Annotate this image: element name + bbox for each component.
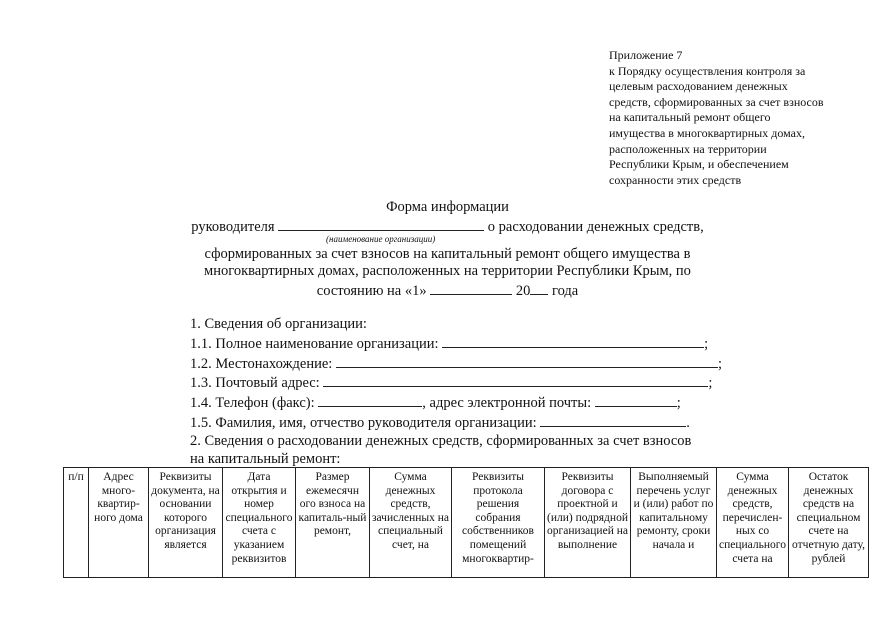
annex-line: целевым расходованием денежных [609, 79, 788, 94]
year-blank[interactable] [530, 280, 548, 295]
field-label: 1.2. Местонахождение: [190, 355, 333, 372]
location-field[interactable] [336, 354, 718, 368]
annex-line: Приложение 7 [609, 48, 683, 62]
table-header-cell: Реквизиты протокола решения собрания собственников помещений многоквартир- [452, 468, 545, 578]
field-label: 1.3. Почтовый адрес: [190, 375, 320, 392]
subtitle-text: состоянию на «1» [316, 283, 427, 299]
punct: . [686, 414, 690, 431]
form-subtitle-line-2: сформированных за счет взносов на капитальный ремонт общего имущества в [204, 246, 691, 262]
section-1-3 [190, 373, 722, 393]
annex-line: средств, сформированных за счет взносов [609, 94, 824, 109]
annex-line: к Порядку осуществления контроля за [609, 63, 806, 78]
annex-header [609, 48, 859, 188]
field-label: 1.5. Фамилия, имя, отчество руководителя организации: [190, 414, 537, 431]
expenditure-table [63, 467, 869, 578]
annex-line: расположенных на территории [609, 141, 767, 156]
table-header-cell: Размер ежемесячн ого взноса на капиталь-ный ремонт, [296, 468, 370, 578]
form-subtitle-line-3: многоквартирных домах, расположенных на территории Республики Крым, по [204, 263, 691, 279]
annex-line: сохранности этих средств [609, 172, 742, 187]
month-blank[interactable] [430, 280, 512, 295]
postal-address-field[interactable] [323, 373, 708, 387]
subtitle-text: года [551, 283, 579, 299]
field-label: , адрес электронной почты: [422, 395, 592, 412]
organization-name-blank[interactable] [278, 216, 484, 231]
table-header-cell: Реквизиты договора с проектной и (или) подрядной организацией на выполнение [545, 468, 631, 578]
section-1-1 [190, 334, 722, 354]
subtitle-text: о расходовании денежных средств, [487, 219, 704, 235]
director-name-field[interactable] [540, 413, 686, 427]
annex-line: имущества в многоквартирных домах, [609, 125, 805, 140]
info-sections [190, 316, 722, 468]
punct: ; [708, 375, 713, 392]
section-1-2 [190, 354, 722, 374]
year-prefix: 20 [515, 283, 531, 299]
field-label: 1.1. Полное наименование организации: [190, 335, 439, 352]
table-header-cell: Адрес много-квартир-ного дома [89, 468, 149, 578]
section-2-title-line-1: 2. Сведения о расходовании денежных средств, сформированных за счет взносов [190, 432, 692, 449]
table-header-cell: Сумма денежных средств, перечислен-ных со специального счета на [717, 468, 789, 578]
form-subtitle-line-4 [0, 280, 895, 300]
section-1-4 [190, 393, 722, 413]
table-header-cell: Выполняемый перечень услуг и (или) работ по капитальному ремонту, сроки начала и [631, 468, 717, 578]
section-1-5 [190, 413, 722, 433]
section-2-title-line-2: на капитальный ремонт: [190, 450, 341, 467]
section-1-title: 1. Сведения об организации: [190, 316, 367, 332]
table-header-cell: Остаток денежных средств на специальном счете на отчетную дату, рублей [789, 468, 869, 578]
organization-hint: (наименование организации) [326, 234, 436, 244]
form-subtitle-line-1 [0, 216, 895, 236]
table-header-cell: Дата открытия и номер специального счета с указанием реквизитов [223, 468, 296, 578]
full-name-field[interactable] [442, 334, 704, 348]
annex-line: на капитальный ремонт общего [609, 110, 771, 125]
phone-field[interactable] [318, 393, 422, 407]
table-header-row [64, 468, 869, 578]
punct: ; [717, 355, 722, 372]
table-header-cell: п/п [64, 468, 89, 578]
subtitle-text: руководителя [191, 219, 275, 235]
form-title: Форма информации [386, 199, 509, 215]
punct: ; [676, 395, 681, 412]
annex-line: Республики Крым, и обеспечением [609, 157, 789, 172]
field-label: 1.4. Телефон (факс): [190, 395, 315, 412]
table-header-cell: Сумма денежных средств, зачисленных на специальный счет, на [370, 468, 452, 578]
punct: ; [704, 335, 709, 352]
table-header-cell: Реквизиты документа, на основании которого организация является [149, 468, 223, 578]
email-field[interactable] [595, 393, 677, 407]
